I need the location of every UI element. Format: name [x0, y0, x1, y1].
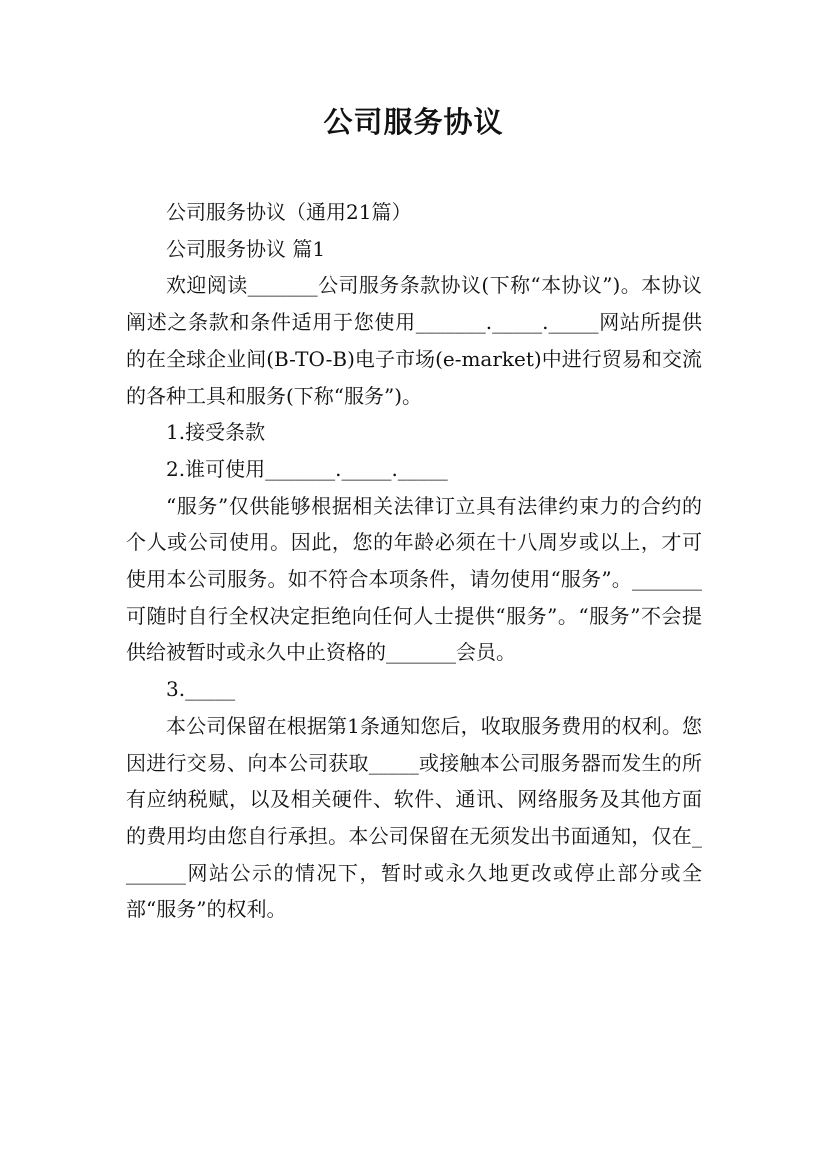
paragraph-who-can-use: 2.谁可使用_______._____._____	[166, 456, 448, 481]
paragraph-subtitle: 公司服务协议（通用21篇）	[166, 200, 412, 224]
document-title: 公司服务协议	[323, 105, 504, 139]
document-body	[126, 194, 702, 928]
paragraph-eligibility: “服务”仅供能够根据相关法律订立具有法律约束力的合约的个人或公司使用。因此，您的年龄必须在十八周岁或以上，才可使用本公司服务。如不符合本项条件，请勿使用“服务”。_______可随时自行全权决定拒绝向任何人士提供“服务”。“服务”不会提供给被暂时或永久中止资格的_______会员。	[126, 493, 702, 665]
paragraph-item-3: 3._____	[166, 677, 236, 702]
paragraph-fees: 本公司保留在根据第1条通知您后，收取服务费用的权利。您因进行交易、向本公司获取_____或接触本公司服务器而发生的所有应纳税赋，以及相关硬件、软件、通讯、网络服务及其他方面的费用均由您自行承担。本公司保留在无须发出书面通知，仅在_______网站公示的情况下，暂时或永久地更改或停止部分或全部“服务”的权利。	[126, 713, 702, 922]
paragraph-section-heading: 公司服务协议 篇1	[166, 236, 326, 261]
paragraph-accept-terms: 1.接受条款	[166, 420, 266, 445]
paragraph-welcome: 欢迎阅读_______公司服务条款协议(下称“本协议”)。本协议阐述之条款和条件适用于您使用_______._____._____网站所提供的在全球企业间(B-TO-B)电子市场(e-market)中进行贸易和交流的各种工具和服务(下称“服务”)。	[126, 273, 702, 408]
